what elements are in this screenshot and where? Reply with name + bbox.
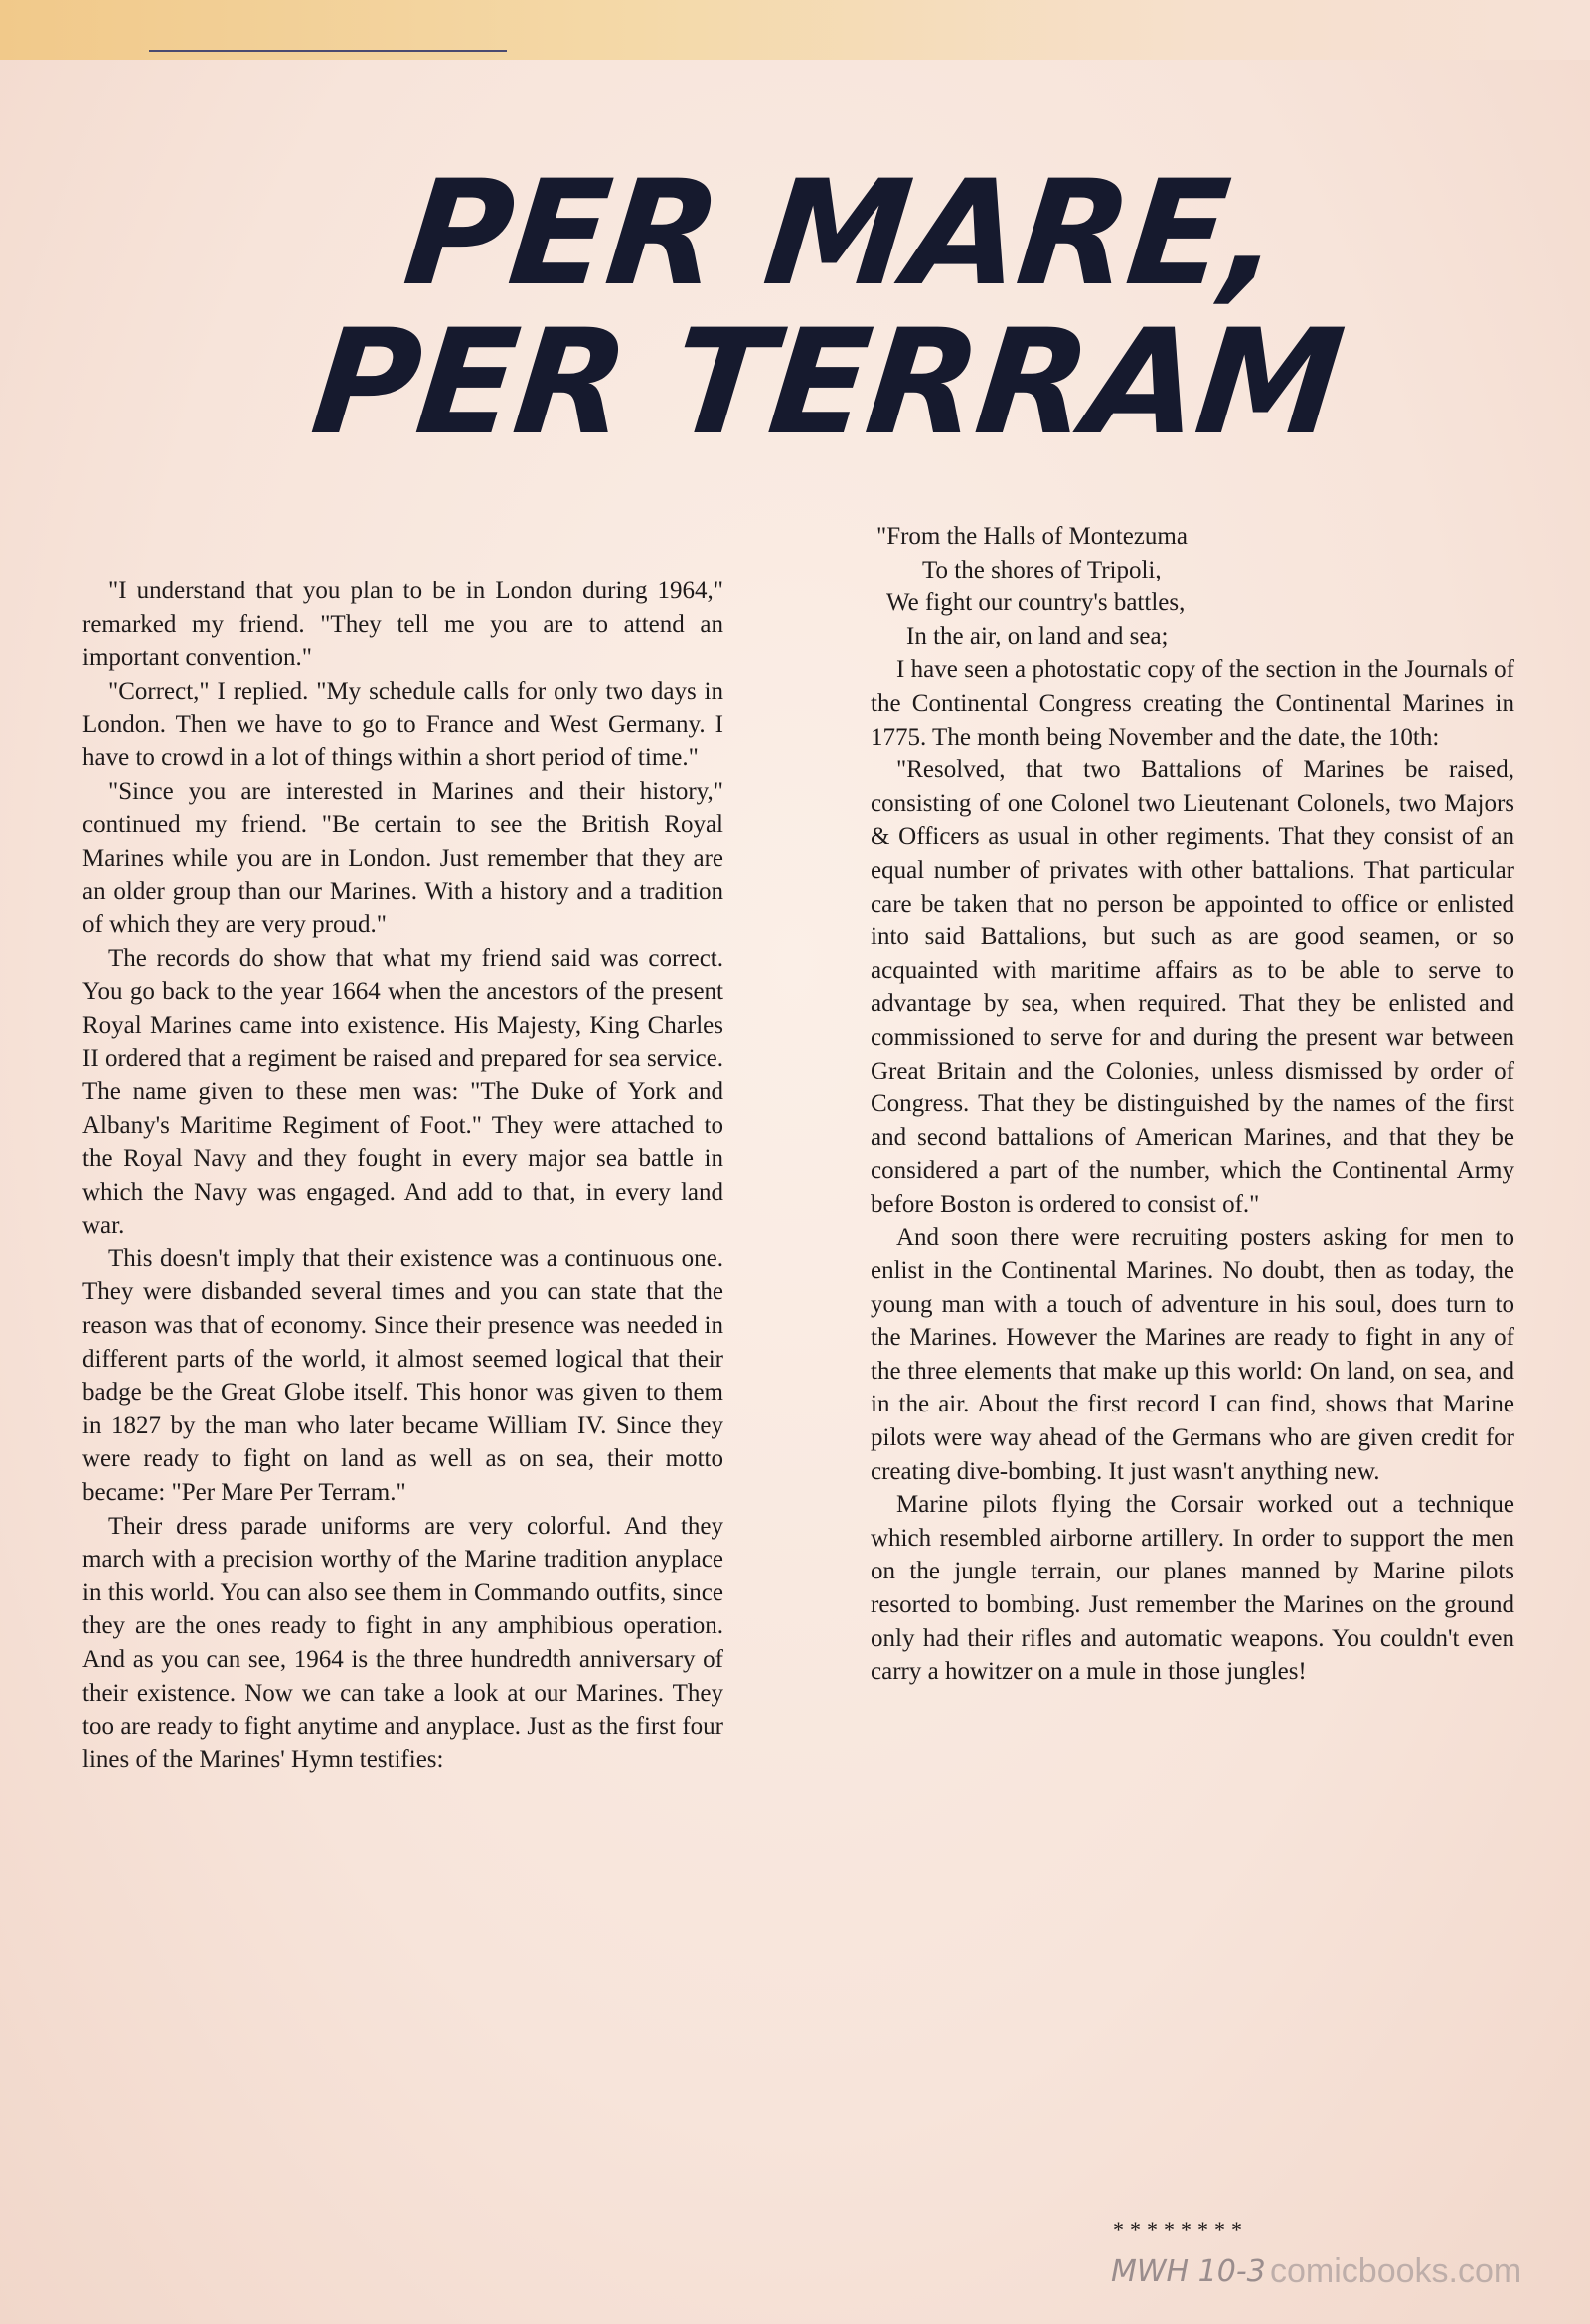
section-end-stars: ******** bbox=[1113, 2217, 1248, 2241]
top-rule bbox=[149, 50, 507, 52]
hymn-quote bbox=[871, 520, 1514, 653]
paragraph: "Correct," I replied. "My schedule calls for only two days in London. Then we have to go to France and West Germany. I have to crowd in a lot of things within a short period of time." bbox=[82, 677, 723, 771]
paragraph: Marine pilots flying the Corsair worked out a technique which resembled airborne artillery. In order to support the men on the jungle terrain, our planes manned by Marine pilots resorted to bombing. Just remember the Marines on the ground only had their rifles and automatic weapons. You couldn't even carry a howitzer on a mule in those jungles! bbox=[871, 1491, 1514, 1686]
hymn-line: We fight our country's battles, bbox=[886, 589, 1186, 617]
paragraph: "I understand that you plan to be in London during 1964," remarked my friend. "They tell me you are to attend an important convention." bbox=[82, 578, 723, 672]
paragraph: The records do show that what my friend said was correct. You go back to the year 1664 when the ancestors of the present Royal Marines came into existence. His Majesty, King Charles II ordered that a regiment be raised and prepared for sea service. The name given to these men was: "The Duke of York and Albany's Maritime Regiment of Foot." They were attached to the Royal Navy and they fought in every major sea battle in which the Navy was engaged. And add to that, in every land war. bbox=[82, 944, 723, 1240]
paragraph: This doesn't imply that their existence was a continuous one. They were disbanded several times and you can state that the reason was that of economy. Since their presence was needed in different parts of the world, it almost seemed logical that their badge be the Great Globe itself. This honor was given to them in 1827 by the man who later became William IV. Since they were ready to fight on land as well as on sea, their motto became: "Per Mare Per Terram." bbox=[82, 1245, 723, 1507]
paragraph: "Since you are interested in Marines and their history," continued my friend. "Be certain to see the British Royal Marines while you are in London. Just remember that they are an older group than our Marines. With a history and a tradition of which they are very proud." bbox=[82, 777, 723, 938]
paragraph: Their dress parade uniforms are very colorful. And they march with a precision worthy of the Marine tradition anyplace in this world. You can also see them in Commando outfits, since they are the ones ready to fight in any amphibious operation. And as you can see, 1964 is the three hundredth anniversary of their existence. Now we can take a look at our Marines. They too are ready to fight anytime and anyplace. Just as the first four lines of the Marines' Hymn testifies: bbox=[82, 1512, 723, 1773]
paragraph: And soon there were recruiting posters asking for men to enlist in the Continental Marines. No doubt, then as today, the young man with a touch of adventure in his soul, does turn to the Marines. However the Marines are ready to fight in any of the three elements that make up this world: On land, on sea, and in the air. About the first record I can find, shows that Marine pilots were way ahead of the Germans who are given credit for creating dive-bombing. It just wasn't anything new. bbox=[871, 1224, 1514, 1485]
site-watermark: comicbooks.com bbox=[1270, 2252, 1522, 2290]
hymn-line: To the shores of Tripoli, bbox=[922, 556, 1162, 583]
page-title bbox=[183, 149, 1487, 467]
right-column bbox=[871, 520, 1514, 1689]
left-column bbox=[82, 575, 723, 1776]
paragraph: "Resolved, that two Battalions of Marines be raised, consisting of one Colonel two Lieutenant Colonels, two Majors & Officers as usual in other regiments. That they consist of an equal number of privates with other battalions. That particular care be taken that no person be appointed to office or enlisted into said Battalions, but such as are good seamen, or so acquainted with maritime affairs as to be able to serve to advantage by sea, when required. That they be enlisted and commissioned to serve for and during the present war between Great Britain and the Colonies, unless dismissed by order of Congress. That they be distinguished by the names of the first and second battalions of American Marines, and that they be considered a part of the number, which the Continental Army before Boston is ordered to consist of." bbox=[871, 756, 1514, 1218]
title-line-2: PER TERRAM bbox=[304, 298, 1350, 467]
hymn-line: "From the Halls of Montezuma bbox=[876, 523, 1188, 550]
paragraph: I have seen a photostatic copy of the section in the Journals of the Continental Congress creating the Continental Marines in 1775. The month being November and the date, the 10th: bbox=[871, 656, 1514, 750]
hymn-line: In the air, on land and sea; bbox=[906, 622, 1169, 650]
title-line-1: PER MARE, bbox=[397, 149, 1288, 318]
handwritten-note: MWH 10-3 bbox=[1111, 2254, 1266, 2289]
